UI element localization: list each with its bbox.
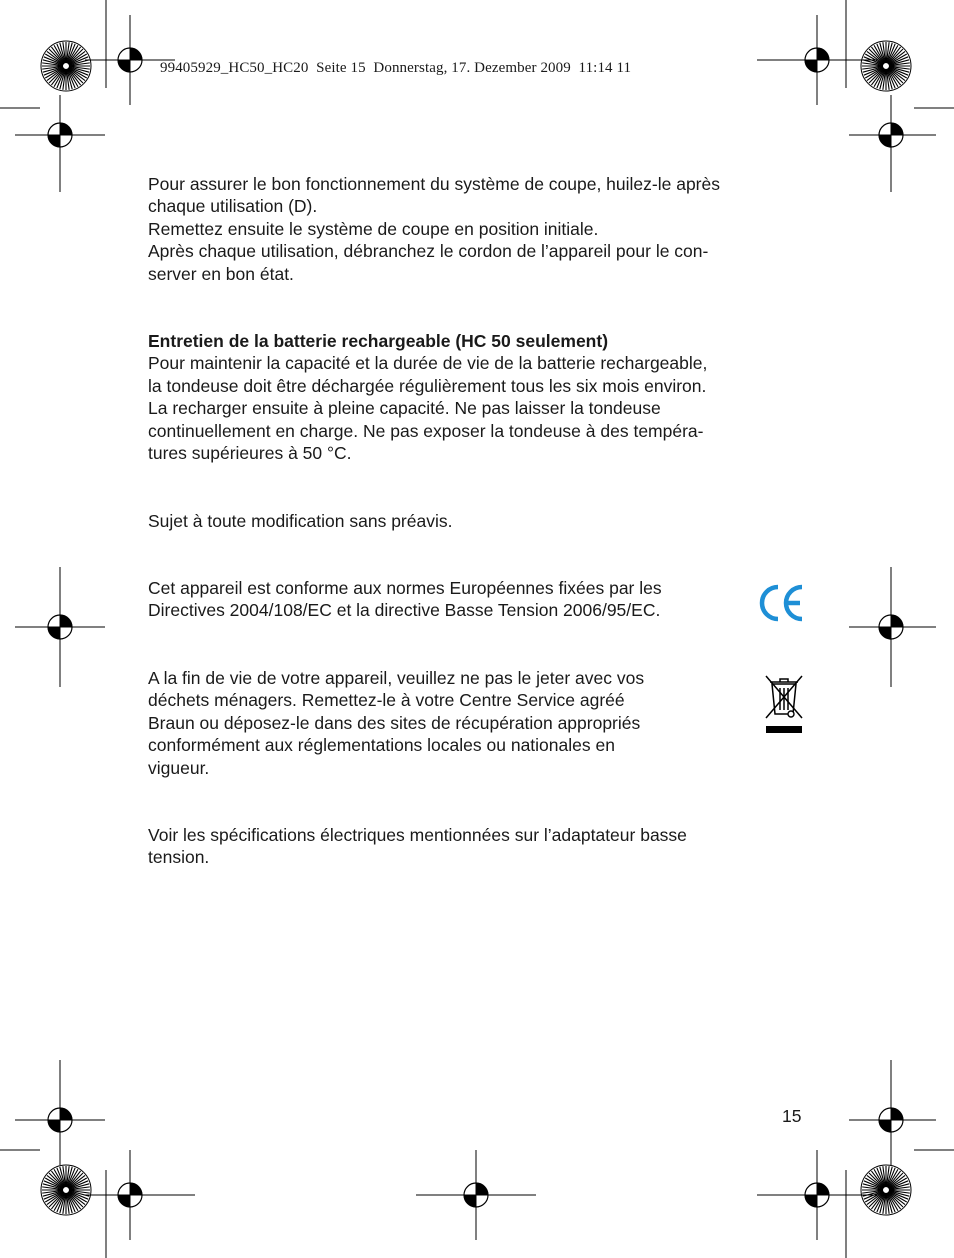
page-number: 15 (782, 1106, 802, 1126)
starburst-bottom-left-icon (41, 1165, 91, 1215)
text-line: server en bon état. (148, 263, 294, 284)
registration-mark-icon (464, 1183, 488, 1207)
registration-mark-icon (48, 123, 72, 147)
text-line: Remettez ensuite le système de coupe en position initiale. (148, 218, 599, 239)
text-line: tures supérieures à 50 °C. (148, 443, 352, 464)
registration-mark-icon (118, 48, 142, 72)
care-paragraph (148, 173, 813, 285)
ce-mark-icon (757, 582, 805, 624)
battery-heading: Entretien de la batterie rechargeable (HC 50 seulement) (148, 331, 609, 351)
registration-mark-icon (805, 1183, 829, 1207)
ce-conformity-paragraph (148, 577, 813, 622)
text-line: Après chaque utilisation, débranchez le cordon de l’appareil pour le con- (148, 241, 709, 262)
registration-mark-icon (805, 48, 829, 72)
text-line: Directives 2004/108/EC et la directive Basse Tension 2006/95/EC. (148, 600, 661, 621)
text-line: Cet appareil est conforme aux normes Européennes fixées par les (148, 578, 662, 598)
registration-mark-icon (879, 1108, 903, 1132)
starburst-top-right-icon (861, 41, 911, 91)
print-slug: 99405929_HC50_HC20 Seite 15 Donnerstag, 17. Dezember 2009 11:14 11 (160, 60, 632, 76)
text-line: Sujet à toute modification sans préavis. (148, 511, 453, 531)
text-line: Pour assurer le bon fonctionnement du système de coupe, huilez-le après (148, 174, 720, 194)
registration-mark-icon (48, 615, 72, 639)
text-line: chaque utilisation (D). (148, 196, 318, 217)
battery-section (148, 330, 813, 464)
text-line: Pour maintenir la capacité et la durée de vie de la batterie rechargeable, (148, 353, 708, 374)
text-line: tension. (148, 847, 210, 868)
text-line: continuellement en charge. Ne pas exposer la tondeuse à des tempéra- (148, 420, 704, 441)
text-line: A la fin de vie de votre appareil, veuillez ne pas le jeter avec vos (148, 668, 645, 688)
text-line: La recharger ensuite à pleine capacité. Ne pas laisser la tondeuse (148, 398, 661, 419)
text-line: conformément aux réglementations locales ou nationales en (148, 735, 615, 756)
registration-mark-icon (879, 123, 903, 147)
registration-mark-icon (118, 1183, 142, 1207)
starburst-bottom-right-icon (861, 1165, 911, 1215)
text-line: Voir les spécifications électriques mentionnées sur l’adaptateur basse (148, 825, 687, 845)
starburst-top-left-icon (41, 41, 91, 91)
text-line: la tondeuse doit être déchargée régulièrement tous les six mois environ. (148, 375, 707, 396)
text-line: vigueur. (148, 757, 210, 778)
registration-mark-icon (879, 615, 903, 639)
electrical-specs-paragraph (148, 824, 813, 869)
modification-notice (148, 510, 813, 532)
registration-mark-icon (48, 1108, 72, 1132)
crossed-out-wheelie-bin-icon (760, 672, 808, 736)
text-line: Braun ou déposez-le dans des sites de récupération appropriés (148, 712, 641, 733)
disposal-paragraph (148, 667, 813, 779)
text-line: déchets ménagers. Remettez-le à votre Centre Service agréé (148, 690, 625, 711)
